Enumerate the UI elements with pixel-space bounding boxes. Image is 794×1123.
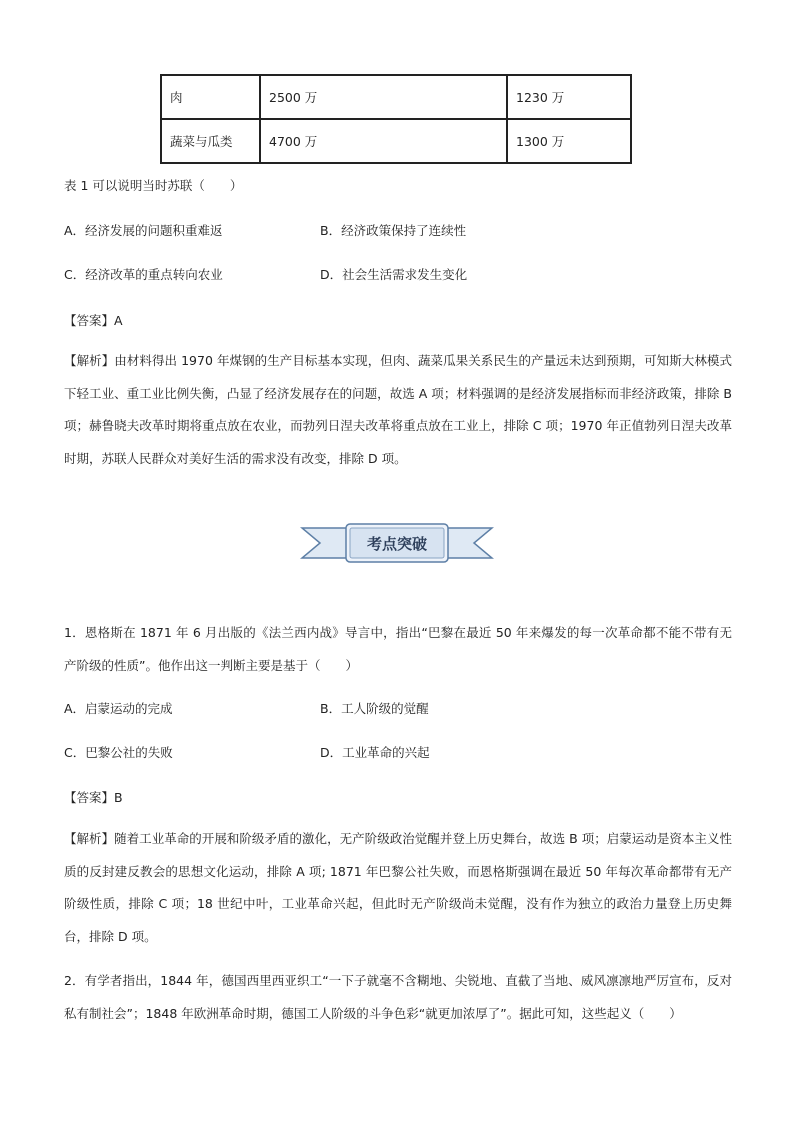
analysis-paragraph: 【解析】由材料得出 1970 年煤钢的生产目标基本实现，但肉、蔬菜瓜果关系民生的产量远未达到预期，可知斯大林模式下轻工业、重工业比例失衡，凸显了经济发展存在的问题，故选 A 项；材料强调的是经济发展指标而非经济政策，排除 B 项；赫鲁晓夫改革时期将重点放在农业，而勃列日涅夫改革将重点放在工业上，排除 C 项；1970 年正值勃列日涅夫改革时期，苏联人民群众对美好生活的需求没有改变，排除 D 项。 (64, 353, 732, 466)
answer-label: 【答案】B (64, 790, 123, 805)
option-a: A．启蒙运动的完成 (64, 701, 173, 716)
table-cell: 1300 万 (507, 119, 631, 163)
option-a: A．经济发展的问题积重难返 (64, 223, 223, 238)
section-banner (300, 520, 494, 566)
answer-label: 【答案】A (64, 313, 123, 328)
option-c: C．巴黎公社的失败 (64, 745, 173, 760)
table-cell: 2500 万 (260, 75, 507, 119)
option-b: B．经济政策保持了连续性 (320, 223, 467, 238)
option-c: C．经济改革的重点转向农业 (64, 267, 223, 282)
banner-title: 考点突破 (366, 535, 428, 553)
table-row (161, 119, 631, 163)
option-d: D．工业革命的兴起 (320, 745, 430, 760)
option-d: D．社会生活需求发生变化 (320, 267, 468, 282)
table-cell: 1230 万 (507, 75, 631, 119)
table-cell: 蔬菜与瓜类 (161, 119, 260, 163)
question-stem: 1．恩格斯在 1871 年 6 月出版的《法兰西内战》导言中，指出“巴黎在最近 50 年来爆发的每一次革命都不能不带有无产阶级的性质”。他作出这一判断主要是基于（ ） (64, 625, 732, 673)
table-cell: 4700 万 (260, 119, 507, 163)
table-row (161, 75, 631, 119)
data-table (160, 74, 632, 164)
option-b: B．工人阶级的觉醒 (320, 701, 429, 716)
analysis-paragraph: 【解析】随着工业革命的开展和阶级矛盾的激化，无产阶级政治觉醒并登上历史舞台，故选 B 项；启蒙运动是资本主义性质的反封建反教会的思想文化运动，排除 A 项; 1871 年巴黎公社失败，而恩格斯强调在最近 50 年每次革命都带有无产阶级性质，排除 C 项；18 世纪中叶，工业革命兴起，但此时无产阶级尚未觉醒，没有作为独立的政治力量登上历史舞台，排除 D 项。 (64, 831, 732, 944)
question-stem: 表 1 可以说明当时苏联（ ） (64, 178, 243, 193)
table-cell: 肉 (161, 75, 260, 119)
question-stem: 2．有学者指出，1844 年，德国西里西亚织工“一下子就毫不含糊地、尖锐地、直截了当地、威风凛凛地严厉宣布，反对私有制社会”；1848 年欧洲革命时期，德国工人阶级的斗争色彩“就更加浓厚了”。据此可知，这些起义（ ） (64, 973, 732, 1021)
